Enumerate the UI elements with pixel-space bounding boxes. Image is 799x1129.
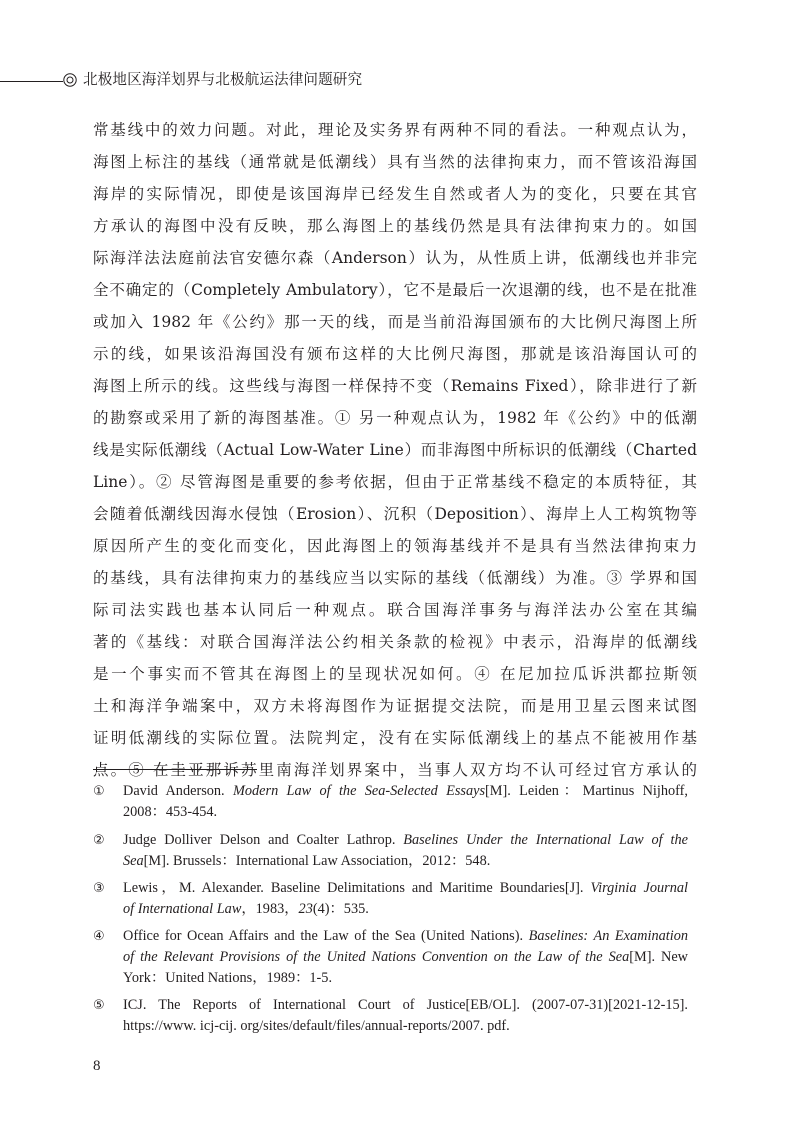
footnote-number: ②: [93, 833, 105, 848]
footnote-line: https://www. icj-cij. org/sites/default/files/annual-reports/2007. pdf.: [123, 1018, 510, 1034]
footnote-line: [123, 878, 688, 899]
footnote-title: Sea: [123, 853, 144, 869]
body-text-segment: ③ 学界和国: [606, 569, 697, 587]
footnote-text: Lewis，M. Alexander. Baseline Delimitations and Maritime Boundaries[J].: [123, 880, 584, 896]
footnote-number: ④: [93, 929, 105, 944]
footnote-line: [123, 851, 688, 872]
footnote-volume: 23: [298, 901, 313, 917]
running-header: [0, 70, 799, 92]
footnote-text: [M]. Brussels：International Law Association，2012：548.: [143, 853, 491, 869]
footnote-title: Modern Law of the Sea-Selected Essays: [232, 783, 486, 799]
body-line-with-footnote: [93, 658, 697, 690]
body-text-segment: 是一个事实而不管其在海图上的呈现状况如何。: [93, 665, 475, 683]
body-line: 方承认的海图中没有反映，那么海图上的基线仍然是具有法律拘束力的。如国: [93, 217, 697, 235]
footnote-line: [123, 947, 688, 968]
footnote-number: ③: [93, 881, 105, 896]
body-text-segment: ④ 在尼加拉瓜诉洪都拉斯领: [474, 665, 697, 683]
body-text-segment: 点。: [93, 761, 129, 779]
footnote-text: [M]. New: [629, 949, 688, 965]
body-line: 海图上所示的线。这些线与海图一样保持不变（Remains Fixed），除非进行了新: [93, 377, 697, 395]
body-line: 常基线中的效力问题。对此，理论及实务界有两种不同的看法。一种观点认为，: [93, 121, 697, 139]
body-line: 原因所产生的变化而变化，因此海图上的领海基线并不是具有当然法律拘束力: [93, 537, 697, 555]
footnote-text: Office for Ocean Affairs and the Law of the Sea (United Nations).: [123, 928, 524, 944]
body-line-with-footnote: [93, 562, 697, 594]
footnote-line: [123, 830, 688, 851]
body-line: 际海洋法法庭前法官安德尔森（Anderson）认为，从性质上讲，低潮线也并非完: [93, 249, 697, 267]
body-text-segment: Line）。: [93, 473, 157, 491]
footnote-title: Baselines: An Examination: [528, 928, 688, 944]
footnote-title: of International Law: [123, 901, 242, 917]
footnote-line: 2008：453-454.: [123, 804, 218, 820]
body-line: 著的《基线：对联合国海洋法公约相关条款的检视》中表示，沿海岸的低潮线: [93, 633, 697, 651]
footnote-title: of the Relevant Provisions of the United Nations Convention on the Law of the Sea: [123, 949, 630, 965]
footnote-number: ⑤: [93, 998, 105, 1013]
footnote-title: Baselines Under the International Law of the: [403, 832, 688, 848]
body-text-segment: ⑤ 在圭亚那诉苏里南海洋划界案中，当事人双方均不认可经过官方承认的: [128, 761, 697, 779]
body-line: 海图上标注的基线（通常就是低潮线）具有当然的法律拘束力，而不管该沿海国: [93, 153, 697, 171]
body-text-segment: ① 另一种观点认为，1982 年《公约》中的低潮: [334, 409, 697, 427]
footnote-separator: [93, 769, 257, 770]
body-line: 线是实际低潮线（Actual Low-Water Line）而非海图中所标识的低潮线（Charted: [93, 441, 697, 459]
header-rule: [0, 81, 63, 82]
body-line: 海岸的实际情况，即使是该国海岸已经发生自然或者人为的变化，只要在其官: [93, 185, 697, 203]
body-line: 或加入 1982 年《公约》那一天的线，而是当前沿海国颁布的大比例尺海图上所: [93, 313, 697, 331]
body-line-with-footnote: [93, 402, 697, 434]
footnote-line: York：United Nations，1989：1-5.: [123, 970, 333, 986]
footnote-line: [123, 781, 688, 802]
footnote-text: David Anderson.: [123, 783, 225, 799]
footnote-line: [123, 899, 688, 920]
footnote-text: Judge Dolliver Delson and Coalter Lathrop.: [123, 832, 396, 848]
footnote-text: (4)：535.: [312, 901, 369, 917]
running-header-title: 北极地区海洋划界与北极航运法律问题研究: [83, 71, 363, 88]
footnote-line: [123, 926, 688, 947]
body-line: 会随着低潮线因海水侵蚀（Erosion）、沉积（Deposition）、海岸上人工构筑物等: [93, 505, 697, 523]
body-line: 际司法实践也基本认同后一种观点。联合国海洋事务与海洋法办公室在其编: [93, 601, 697, 619]
body-line: 证明低潮线的实际位置。法院判定，没有在实际低潮线上的基点不能被用作基: [93, 729, 697, 747]
footnote-number: ①: [93, 784, 105, 799]
footnote-line: ICJ. The Reports of International Court of Justice[EB/OL]. (2007-07-31)[2021-12-15].: [123, 997, 688, 1013]
body-line: 全不确定的（Completely Ambulatory），它不是最后一次退潮的线，也不是在批准: [93, 281, 697, 299]
body-text-segment: ② 尽管海图是重要的参考依据，但由于正常基线不稳定的本质特征，其: [156, 473, 697, 491]
body-line: 土和海洋争端案中，双方未将海图作为证据提交法院，而是用卫星云图来试图: [93, 697, 697, 715]
double-circle-icon: [63, 73, 77, 87]
footnote-text: [M]. Leiden：Martinus Nijhoff,: [485, 783, 688, 799]
body-text-segment: 的勘察或采用了新的海图基准。: [93, 409, 335, 427]
body-line-with-footnote: [93, 466, 697, 498]
footnote-text: ，1983，: [241, 901, 299, 917]
body-line: 示的线，如果该沿海国没有颁布这样的大比例尺海图，那就是该沿海国认可的: [93, 345, 697, 363]
body-text-segment: 的基线，具有法律拘束力的基线应当以实际的基线（低潮线）为准。: [93, 569, 607, 587]
page-number: 8: [93, 1058, 101, 1074]
footnote-title: Virginia Journal: [590, 880, 689, 896]
